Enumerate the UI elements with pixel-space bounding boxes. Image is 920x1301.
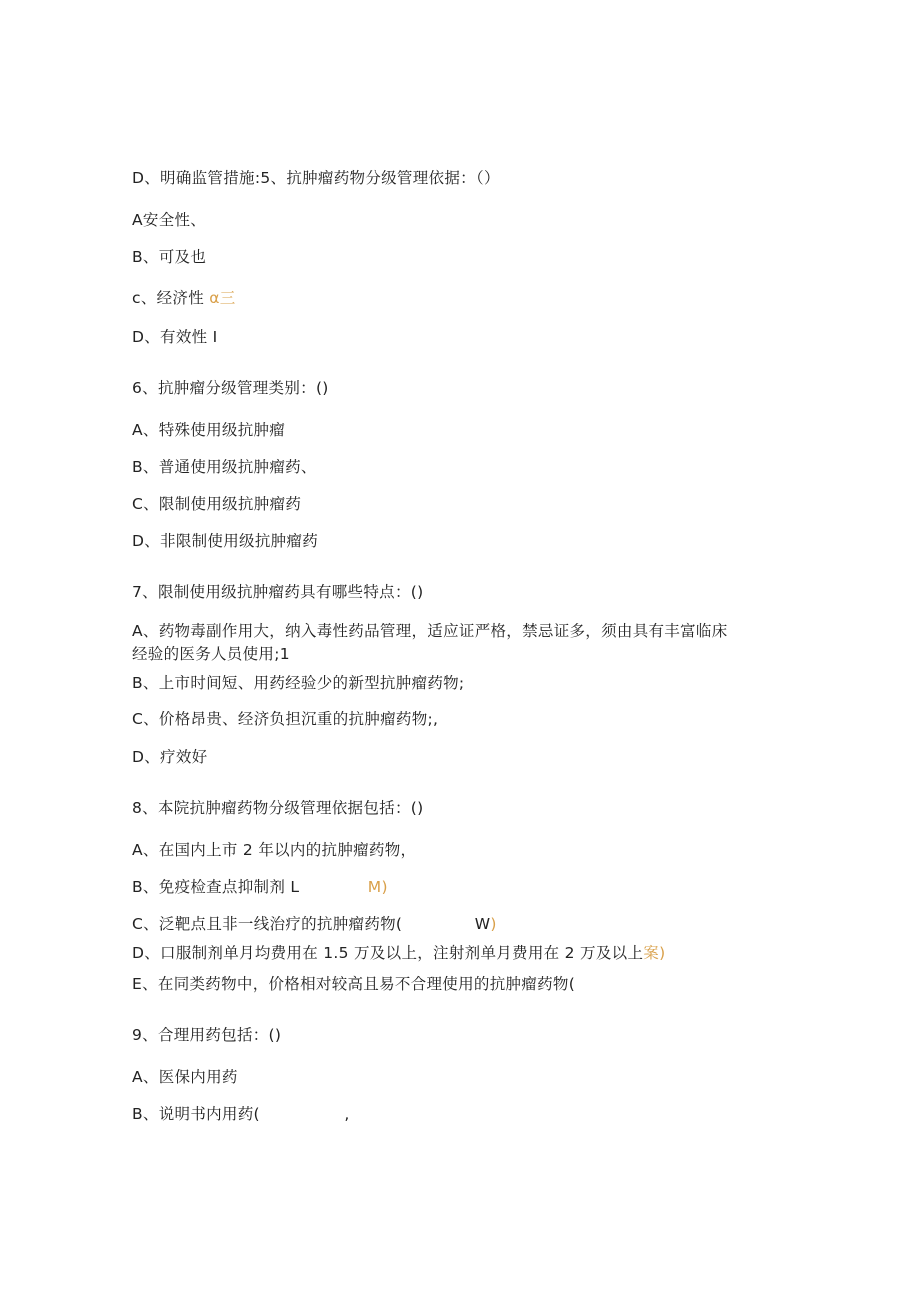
- q8-option-a: A、在国内上市 2 年以内的抗肿瘤药物，: [132, 841, 417, 859]
- q7-stem: 7、限制使用级抗肿瘤药具有哪些特点：(): [132, 583, 424, 601]
- q6-option-d: D、非限制使用级抗肿瘤药: [132, 532, 319, 550]
- q5-option-d: D、有效性 I: [132, 328, 218, 346]
- q8-stem: 8、本院抗肿瘤药物分级管理依据包括：(): [132, 799, 424, 817]
- q8-option-c-text: C、泛靶点且非一线治疗的抗肿瘤药物(: [132, 915, 403, 933]
- q9-option-a: A、医保内用药: [132, 1068, 238, 1086]
- q9-stem: 9、合理用药包括：(): [132, 1026, 282, 1044]
- q7-option-d: D、疗效好: [132, 748, 208, 766]
- q8-option-d: [132, 942, 665, 964]
- q8-option-d-mark: 案): [643, 944, 666, 962]
- q6-stem: 6、抗肿瘤分级管理类别：(): [132, 379, 329, 397]
- q5-option-c: [132, 287, 236, 309]
- q5-stem: D、明确监管措施:5、抗肿瘤药物分级管理依据：（）: [132, 169, 500, 187]
- q8-option-e: E、在同类药物中，价格相对较高且易不合理使用的抗肿瘤药物(: [132, 975, 576, 993]
- q7-option-b: B、上市时间短、用药经验少的新型抗肿瘤药物;: [132, 674, 465, 692]
- q8-option-b-mark: M): [367, 878, 388, 896]
- q9-option-b-tail: ,: [344, 1105, 350, 1123]
- q5-option-c-text: c、经济性: [132, 289, 205, 307]
- q8-option-b: [132, 876, 388, 898]
- q7-option-a-line1: A、药物毒副作用大，纳入毒性药品管理，适应证严格，禁忌证多，须由具有丰富临床: [132, 622, 728, 640]
- q5-option-b: B、可及也: [132, 248, 207, 266]
- q6-option-c: C、限制使用级抗肿瘤药: [132, 495, 302, 513]
- q7-option-c: C、价格昂贵、经济负担沉重的抗肿瘤药物;,: [132, 710, 439, 728]
- q8-option-c-mark: ): [490, 915, 497, 933]
- q5-option-a: A安全性、: [132, 211, 207, 229]
- q8-option-d-text: D、口服制剂单月均费用在 1.5 万及以上，注射剂单月费用在 2 万及以上: [132, 944, 644, 962]
- q8-option-c: [132, 913, 497, 935]
- q6-option-a: A、特殊使用级抗肿瘤: [132, 421, 286, 439]
- q8-option-b-text: B、免疫检查点抑制剂 L: [132, 878, 300, 896]
- q7-option-a-line2: 经验的医务人员使用;1: [132, 645, 290, 663]
- q9-option-b: [132, 1103, 350, 1125]
- q9-option-b-text: B、说明书内用药(: [132, 1105, 260, 1123]
- q6-option-b: B、普通使用级抗肿瘤药、: [132, 458, 317, 476]
- q8-option-c-tail: W: [474, 915, 491, 933]
- q5-option-c-mark: α三: [209, 289, 236, 307]
